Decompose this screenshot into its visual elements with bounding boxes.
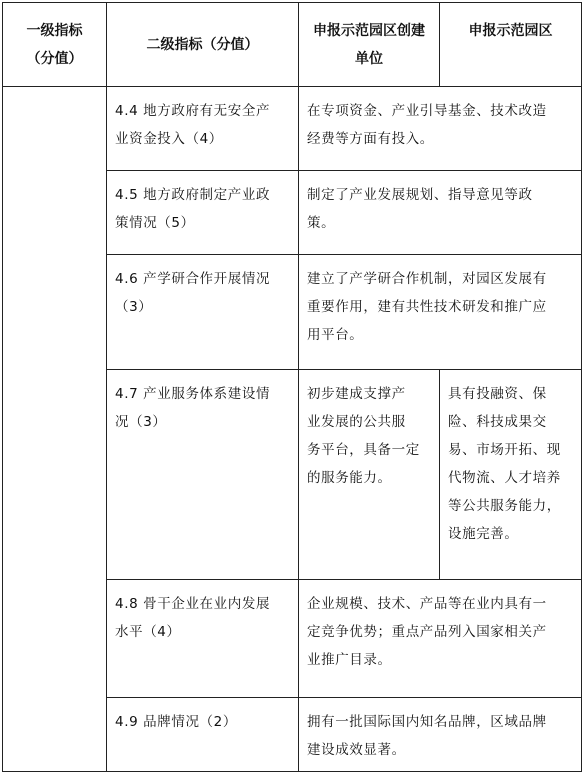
desc-text-line: 的服务能力。 — [307, 470, 392, 486]
item-4-9 — [107, 698, 299, 772]
desc-text-line: 策。 — [307, 215, 336, 231]
item-4-5 — [107, 171, 299, 255]
header-level2 — [107, 3, 299, 87]
desc-text-line: 制定了产业发展规划、指导意见等政 — [307, 187, 533, 203]
desc-text-line: 初步建成支撑产 — [307, 386, 406, 402]
item-text-line: 况（3） — [115, 414, 167, 430]
desc-4-5 — [299, 171, 582, 255]
desc-text-line: 设施完善。 — [448, 526, 519, 542]
header-level2-text: 二级指标（分值） — [146, 36, 259, 53]
item-text-line: 水平（4） — [115, 624, 181, 640]
desc-text-line: 代物流、人才培养 — [448, 470, 561, 486]
desc-4-7-creation-unit — [299, 370, 440, 580]
desc-4-7-demo-park — [440, 370, 582, 580]
item-text-line: 4.7 产业服务体系建设情 — [115, 386, 271, 402]
desc-text-line: 定竞争优势；重点产品列入国家相关产 — [307, 624, 547, 640]
item-text-line: 4.8 骨干企业在业内发展 — [115, 596, 271, 612]
header-creation-unit-line1: 申报示范园区创建 — [313, 22, 425, 39]
desc-text-line: 用平台。 — [307, 327, 364, 343]
item-4-7 — [107, 370, 299, 580]
desc-text-line: 建立了产学研合作机制，对园区发展有 — [307, 271, 547, 287]
desc-text-line: 等公共服务能力， — [448, 498, 561, 514]
item-4-6 — [107, 255, 299, 370]
header-creation-unit — [299, 3, 440, 87]
desc-text-line: 业推广目录。 — [307, 652, 392, 668]
desc-text-line: 险、科技成果交 — [448, 414, 547, 430]
desc-text-line: 重要作用，建有共性技术研发和推广应 — [307, 299, 547, 315]
desc-text-line: 务平台，具备一定 — [307, 442, 420, 458]
table-row — [3, 87, 582, 171]
item-text-line: 4.6 产学研合作开展情况 — [115, 271, 271, 287]
desc-text-line: 业发展的公共服 — [307, 414, 406, 430]
header-level1-line1: 一级指标 — [26, 22, 83, 39]
item-text-line: 4.9 品牌情况（2） — [115, 714, 237, 730]
desc-text-line: 建设成效显著。 — [307, 742, 406, 758]
header-demo-park-text: 申报示范园区 — [468, 23, 553, 39]
desc-4-6 — [299, 255, 582, 370]
item-text-line: 业资金投入（4） — [115, 131, 223, 147]
indicator-table — [2, 2, 582, 772]
header-level1-line2: （分值） — [26, 50, 83, 67]
item-text-line: 策情况（5） — [115, 215, 195, 231]
desc-4-9 — [299, 698, 582, 772]
item-text-line: 4.4 地方政府有无安全产 — [115, 103, 271, 119]
desc-text-line: 易、市场开拓、现 — [448, 442, 561, 458]
item-text-line: 4.5 地方政府制定产业政 — [115, 187, 271, 203]
desc-text-line: 具有投融资、保 — [448, 386, 547, 402]
table-header-row — [3, 3, 582, 87]
item-4-8 — [107, 580, 299, 698]
desc-4-8 — [299, 580, 582, 698]
header-creation-unit-line2: 单位 — [355, 50, 383, 67]
header-demo-park — [440, 3, 582, 87]
desc-text-line: 经费等方面有投入。 — [307, 131, 434, 147]
item-4-4 — [107, 87, 299, 171]
desc-4-4 — [299, 87, 582, 171]
desc-text-line: 拥有一批国际国内知名品牌，区域品牌 — [307, 714, 547, 730]
desc-text-line: 企业规模、技术、产品等在业内具有一 — [307, 596, 547, 612]
level1-cell — [3, 87, 107, 772]
desc-text-line: 在专项资金、产业引导基金、技术改造 — [307, 103, 547, 119]
item-text-line: （3） — [115, 299, 153, 315]
header-level1 — [3, 3, 107, 87]
